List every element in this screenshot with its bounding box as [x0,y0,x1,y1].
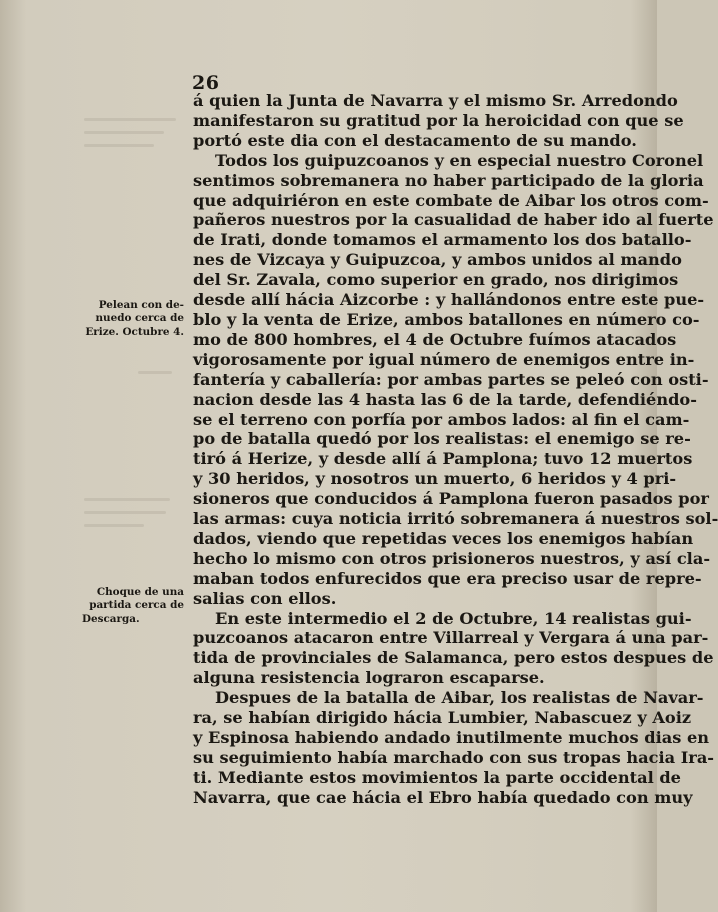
text-line: desde allí hácia Aizcorbe : y hallándonos entre este pue- [193,290,705,310]
bleed-through-mark [84,118,176,121]
bleed-through-mark [84,498,170,501]
bleed-through-mark [84,144,154,147]
text-line: Despues de la batalla de Aibar, los realistas de Navar- [215,688,704,708]
text-line: nes de Vizcaya y Guipuzcoa, y ambos unidos al mando [193,250,682,270]
text-line: blo y la venta de Erize, ambos batallones en número co- [193,309,700,329]
margin-note-descarga [82,586,184,626]
paragraph [193,91,684,151]
margin-note-line: Descarga. [82,612,140,625]
main-text [193,91,718,808]
text-line: po de batalla quedó por los realistas: el enemigo se re- [193,429,691,449]
text-line: de Irati, donde tomamos el armamento los dos batallo- [193,230,692,250]
text-line: nacion desde las 4 hasta las 6 de la tarde, defendiéndo- [193,389,697,409]
margin-note-line: Pelean con de- [98,299,184,311]
paragraph [193,608,714,689]
margin-note-line: nuedo cerca de [95,312,184,325]
text-line: Todos los guipuzcoanos y en especial nuestro Coronel [215,150,704,170]
text-line: ra, se habían dirigido hácia Lumbier, Nabascuez y Aoiz [193,708,692,728]
text-line: ti. Mediante estos movimientos la parte occidental de [193,767,681,787]
text-line: á quien la Junta de Navarra y el mismo Sr. Arredondo [193,91,678,110]
text-line: alguna resistencia lograron escaparse. [193,668,545,688]
paragraph [193,688,715,807]
text-line: maban todos enfurecidos que era preciso usar de repre- [193,568,702,588]
text-line: tida de provinciales de Salamanca, pero estos despues de [193,648,714,668]
text-line: Navarra, que cae hácia el Ebro había quedado con muy [193,787,693,807]
text-line: manifestaron su gratitud por la heroicidad con que se [193,110,684,130]
text-line: y Espinosa habiendo andado inutilmente muchos dias en [193,728,710,747]
text-line: vigorosamente por igual número de enemigos entre in- [193,349,695,369]
text-line: del Sr. Zavala, como superior en grado, nos dirigimos [193,270,679,290]
margin-note-erize [82,299,184,339]
text-line: su seguimiento había marchado con sus tropas hacia Ira- [193,747,715,767]
text-line: tiró á Herize, y desde allí á Pamplona; tuvo 12 muertos [193,449,693,469]
text-line: se el terreno con porfía por ambos lados: al fin el cam- [193,409,690,429]
text-line: puzcoanos atacaron entre Villarreal y Vergara á una par- [193,628,709,648]
text-line: sentimos sobremanera no haber participado de la gloria [193,170,704,190]
margin-note-line: Choque de una [96,586,184,598]
bleed-through-mark [84,524,144,527]
page-number: 26 [192,72,220,94]
text-line: portó este dia con el destacamento de su mando. [193,130,637,150]
text-line: En este intermedio el 2 de Octubre, 14 realistas gui- [215,608,692,628]
text-line: las armas: cuya noticia irritó sobremanera á nuestros sol- [193,509,718,529]
bleed-through-mark [138,371,172,374]
text-line: dados, viendo que repetidas veces los enemigos habían [193,528,694,548]
text-line: pañeros nuestros por la casualidad de haber ido al fuerte [193,210,714,230]
text-line: que adquiriéron en este combate de Aibar los otros com- [193,190,709,210]
text-line: y 30 heridos, y nosotros un muerto, 6 heridos y 4 pri- [193,469,677,489]
text-line: sioneros que conducidos á Pamplona fueron pasados por [193,489,709,509]
margin-note-line: partida cerca de [89,599,184,612]
text-line: hecho lo mismo con otros prisioneros nuestros, y así cla- [193,548,711,568]
text-line: fantería y caballería: por ambas partes se peleó con osti- [193,369,709,389]
paragraph [193,150,718,609]
text-line: salias con ellos. [193,588,337,608]
margin-note-line: Erize. Octubre 4. [85,325,184,338]
bleed-through-mark [84,131,164,134]
bleed-through-mark [84,511,166,514]
text-line: mo de 800 hombres, el 4 de Octubre fuímos atacados [193,329,677,349]
